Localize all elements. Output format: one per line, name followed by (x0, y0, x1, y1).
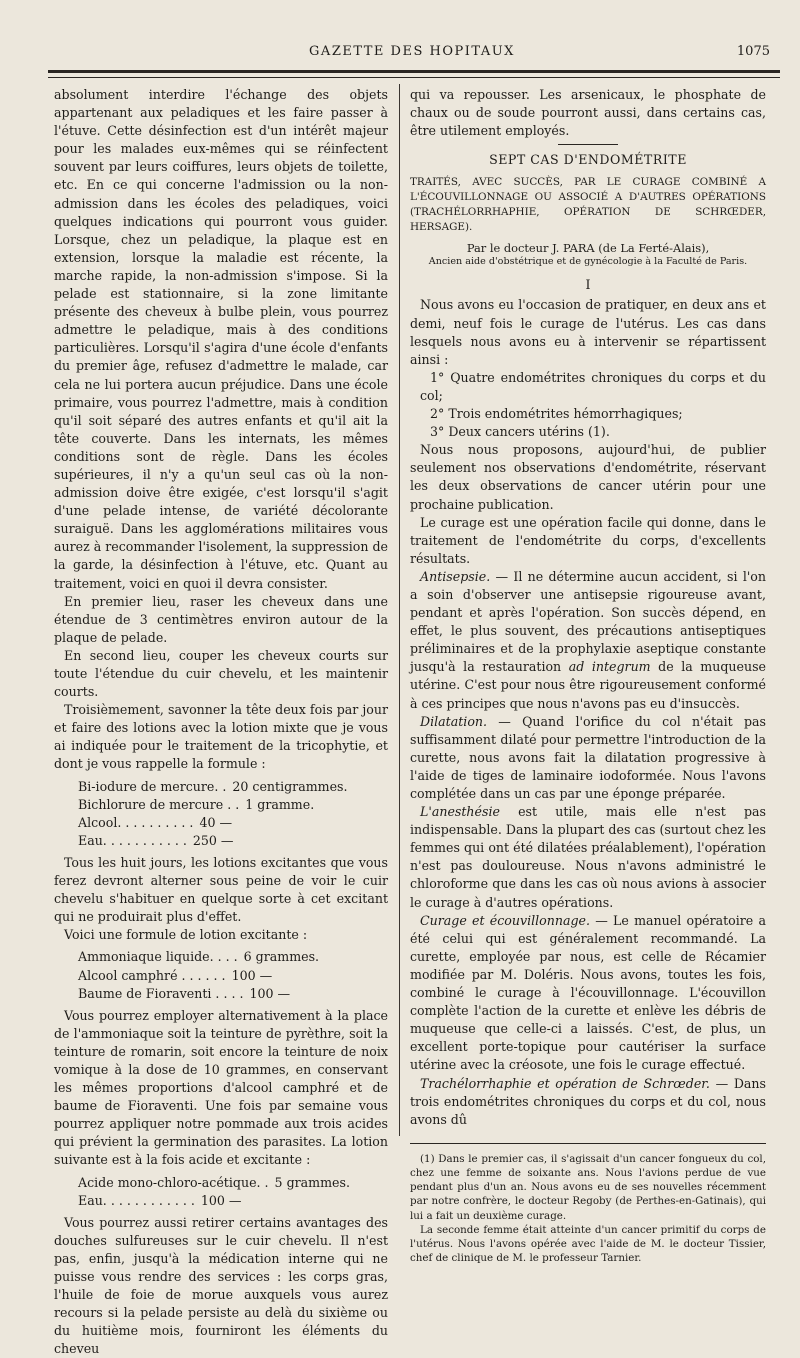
paragraph-text: de la muqueuse utérine. C'est pour nous être rigoureusement conformé à ces principes que nous n'avons pas eu d'insuccès. (410, 659, 767, 711)
formula-row (78, 948, 388, 966)
paragraph: En second lieu, couper les cheveux courts sur toute l'étendue du cuir chevelu, et les maintenir courts. (54, 647, 388, 700)
latin-phrase: ad integrum (568, 659, 651, 675)
ingredient-qty: 1 gramme. (245, 796, 315, 812)
section-separator (558, 144, 618, 145)
paragraph-text: — Dans trois endométrites chroniques du corps et du col, nous avons dû (410, 1075, 766, 1127)
formula-row (78, 796, 388, 814)
ingredient-name: Eau. . . . . . . . . . . . (78, 1192, 195, 1208)
formula-excitant-lotion (78, 948, 388, 1002)
paragraph: absolument interdire l'échange des objets appartenant aux peladiques et les faire passer à l'étuve. Cette désinfection est d'un intérêt majeur pour les malades eux-mêmes qui se réinfectent souvent par leurs coiffures, leurs objets de toilette, etc. En ce qui concerne l'admission ou la non-admission dans les écoles des peladiques, voici quelques indications qui pourront vous guider. Lorsque, chez un peladique, la plaque est en extension, lorsque la maladie est récente, la marche rapide, la non-admission s'impose. Si la pelade est stationnaire, si la zone limitante présente des cheveux à bulbe plein, vous pourrez admettre le peladique, mais à des conditions particulières. Lorsqu'il s'agira d'une école d'enfants du premier âge, refusez d'admettre le malade, car cela ne lui portera aucun préjudice. Dans une école primaire, vous pourrez l'admettre, mais à condition qu'il soit séparé des autres enfants et qu'il ait la tête couverte. Dans les internats, les mêmes conditions sont de règle. Dans les écoles supérieures, il n'y a qu'un seul cas où la non-admission doive être exigée, c'est lorsqu'il s'agit d'une pelade intense, de variété décolorante suraiguë. Dans les agglomérations militaires vous aurez à recommander l'isolement, la suppression de la garde, la désinfection à l'étuve, etc. Quant au traitement, voici en quoi il devra consister. (54, 87, 388, 591)
paragraph: Voici une formule de lotion excitante : (64, 927, 308, 943)
ingredient-qty: 250 — (192, 832, 234, 848)
paragraph: Nous nous proposons, aujourd'hui, de publier seulement nos observations d'endométrite, réservant les deux observations de cancer utérin pour une prochaine publication. (410, 442, 766, 512)
list-item: 2° Trois endométrites hémorrhagiques; (430, 406, 683, 422)
article-title: SEPT CAS D'ENDOMÉTRITE (489, 152, 687, 168)
paragraph-anesthesie (410, 803, 766, 912)
ingredient-name: Acide mono-chloro-acétique. . (78, 1174, 269, 1190)
paragraph: qui va repousser. Les arsenicaux, le phosphate de chaux ou de soude pourront aussi, dans certains cas, être utilement employés. (410, 87, 766, 139)
list-item: 1° Quatre endométrites chroniques du corps et du col; (420, 369, 766, 403)
paragraph-label: Antisepsie. (420, 568, 491, 584)
formula-row (78, 1174, 388, 1192)
footnote: (1) Dans le premier cas, il s'agissait d'un cancer fongueux du col, chez une femme de soixante ans. Nous l'avions perdue de vue pendant plus d'un an. Nous avons eu de ses nouvelles récemment par notre confrère, le docteur Regoby (de Perthes-en-Gatinais), qui lui a fait un deuxième curage. (410, 1152, 766, 1222)
paragraph: En premier lieu, raser les cheveux dans une étendue de 3 centimètres environ autour de la plaque de pelade. (54, 593, 388, 645)
column-divider (399, 84, 400, 1136)
paragraph: Le curage est une opération facile qui donne, dans le traitement de l'endométrite du corps, d'excellents résultats. (410, 514, 766, 566)
paragraph-text: — Le manuel opératoire a été celui qui est généralement recommandé. La curette, employée par nous, est celle de Récamier modifiée par M. Doléris. Nous avons, toutes les fois, combiné le curage à l'écouvillonnage. L'écouvillon complète l'action de la curette et enlève les débris de muqueuse que celle-ci a laissés. C'est, de plus, un excellent porte-topique pour cautériser la surface utérine avec la créosote, une fois le curage effectué. (410, 912, 766, 1073)
journal-title: GAZETTE DES HOPITAUX (309, 44, 515, 59)
footnotes (410, 1152, 766, 1266)
ingredient-qty: 20 centigrammes. (232, 778, 348, 794)
paragraph: Nous avons eu l'occasion de pratiquer, en deux ans et demi, neuf fois le curage de l'utérus. Les cas dans lesquels nous avons eu à intervenir se répartissent ainsi : (410, 297, 766, 367)
formula-mercury-lotion (78, 778, 388, 850)
paragraph-label: Curage et écouvillonnage. (420, 912, 590, 928)
article-subtitle: TRAITÉS, AVEC SUCCÈS, PAR LE CURAGE COMBINÉ A L'ÉCOUVILLONNAGE OU ASSOCIÉ A D'AUTRES OPÉRATIONS (TRACHÉLORRHAPHIE, OPÉRATION DE SCHRŒDER, HERSAGE). (410, 176, 766, 234)
paragraph-curage (410, 912, 766, 1075)
paragraph-text: — Quand l'orifice du col n'était pas suffisamment dilaté pour permettre l'introduction de la curette, nous avons fait la dilatation progressive à l'aide de tiges de laminaire iodoformée. Nous l'avons complétée dans un cas par une éponge préparée. (410, 713, 766, 801)
header-rule-thick (48, 70, 780, 73)
formula-row (78, 814, 388, 832)
left-column (54, 86, 388, 1358)
paragraph: Tous les huit jours, les lotions excitantes que vous ferez devront alterner sous peine de voir le cuir chevelu s'habituer en quelque sorte à cet excitant qui ne produirait plus d'effet. (54, 854, 388, 925)
page-header (48, 44, 776, 66)
paragraph-dilatation (410, 713, 766, 803)
paragraph-label: L'anesthésie (420, 804, 500, 820)
paragraph-trachelorrhaphie (410, 1075, 766, 1129)
ingredient-name: Baume de Fioraventi . . . . (78, 985, 244, 1001)
footnote: La seconde femme était atteinte d'un cancer primitif du corps de l'utérus. Nous l'avons opérée avec l'aide de M. le docteur Tissier, chef de clinique de M. le professeur Tarnier. (410, 1223, 766, 1265)
formula-row (78, 985, 388, 1003)
ingredient-qty: 100 — (200, 1192, 242, 1208)
formula-row (78, 832, 388, 850)
paragraph-label: Dilatation. (420, 713, 488, 729)
ingredient-name: Bichlorure de mercure . . (78, 796, 240, 812)
article-author: Par le docteur J. PARA (de La Ferté-Alais), (466, 241, 710, 256)
ingredient-name: Bi-iodure de mercure. . (78, 778, 227, 794)
ingredient-qty: 100 — (231, 967, 273, 983)
right-column (410, 86, 766, 1265)
page-number: 1075 (736, 44, 770, 59)
ingredient-name: Eau. . . . . . . . . . . (78, 832, 187, 848)
paragraph-label: Trachélorrhaphie et opération de Schrœder. (420, 1075, 710, 1091)
ingredient-name: Alcool camphré . . . . . . (78, 967, 226, 983)
ingredient-qty: 40 — (199, 814, 233, 830)
formula-row (78, 967, 388, 985)
formula-row (78, 778, 388, 796)
paragraph-text: est utile, mais elle n'est pas indispensable. Dans la plupart des cas (surtout chez les femmes qui ont été dilatées préalablement), l'opération n'est pas douloureuse. Nous n'avons administré le chloroforme que dans les cas où nous avions à associer le curage à d'autres opérations. (410, 804, 766, 910)
paragraph: Vous pourrez employer alternativement à la place de l'ammoniaque soit la teinture de pyrèthre, soit la teinture de romarin, soit encore la teinture de noix vomique à la dose de 10 grammes, en conservant les mêmes proportions d'alcool camphré et de baume de Fioraventi. Une fois par semaine vous pourrez appliquer notre pommade aux trois acides qui prévient la germination des parasites. La lotion suivante est à la fois acide et excitante : (54, 1007, 388, 1168)
formula-row (78, 1192, 388, 1210)
footnote-rule (410, 1143, 766, 1144)
section-number: I (585, 277, 591, 293)
formula-acid-lotion (78, 1174, 388, 1210)
ingredient-qty: 5 grammes. (274, 1174, 350, 1190)
author-affiliation: Ancien aide d'obstétrique et de gynécologie à la Faculté de Paris. (428, 256, 748, 268)
ingredient-qty: 100 — (249, 985, 291, 1001)
ingredient-name: Alcool. . . . . . . . . . (78, 814, 194, 830)
ingredient-name: Ammoniaque liquide. . . . (78, 949, 238, 965)
list-item: 3° Deux cancers utérins (1). (430, 424, 610, 440)
paragraph: Vous pourrez aussi retirer certains avantages des douches sulfureuses sur le cuir chevelu. Il n'est pas, enfin, jusqu'à la médication interne qui ne puisse vous rendre des services : les corps gras, l'huile de foie de morue auxquels vous aurez recours si la pelade persiste au delà du sixième ou du huitième mois, fourniront les éléments du cheveu (54, 1214, 388, 1357)
header-rule-thin (48, 77, 780, 78)
paragraph-antisepsie (410, 568, 766, 713)
ingredient-qty: 6 grammes. (243, 949, 320, 965)
paragraph-text: — Il ne détermine aucun accident, si l'on a soin d'observer une antisepsie rigoureuse avant, pendant et après l'opération. Son succès dépend, en effet, le plus souvent, des précautions antiseptiques préliminaires et de la prophylaxie aseptique constante jusqu'à la restauration (410, 568, 766, 675)
paragraph: Troisièmement, savonner la tête deux fois par jour et faire des lotions avec la lotion mixte que je vous ai indiquée pour le traitement de la tricophytie, et dont je vous rappelle la formule : (54, 702, 388, 772)
